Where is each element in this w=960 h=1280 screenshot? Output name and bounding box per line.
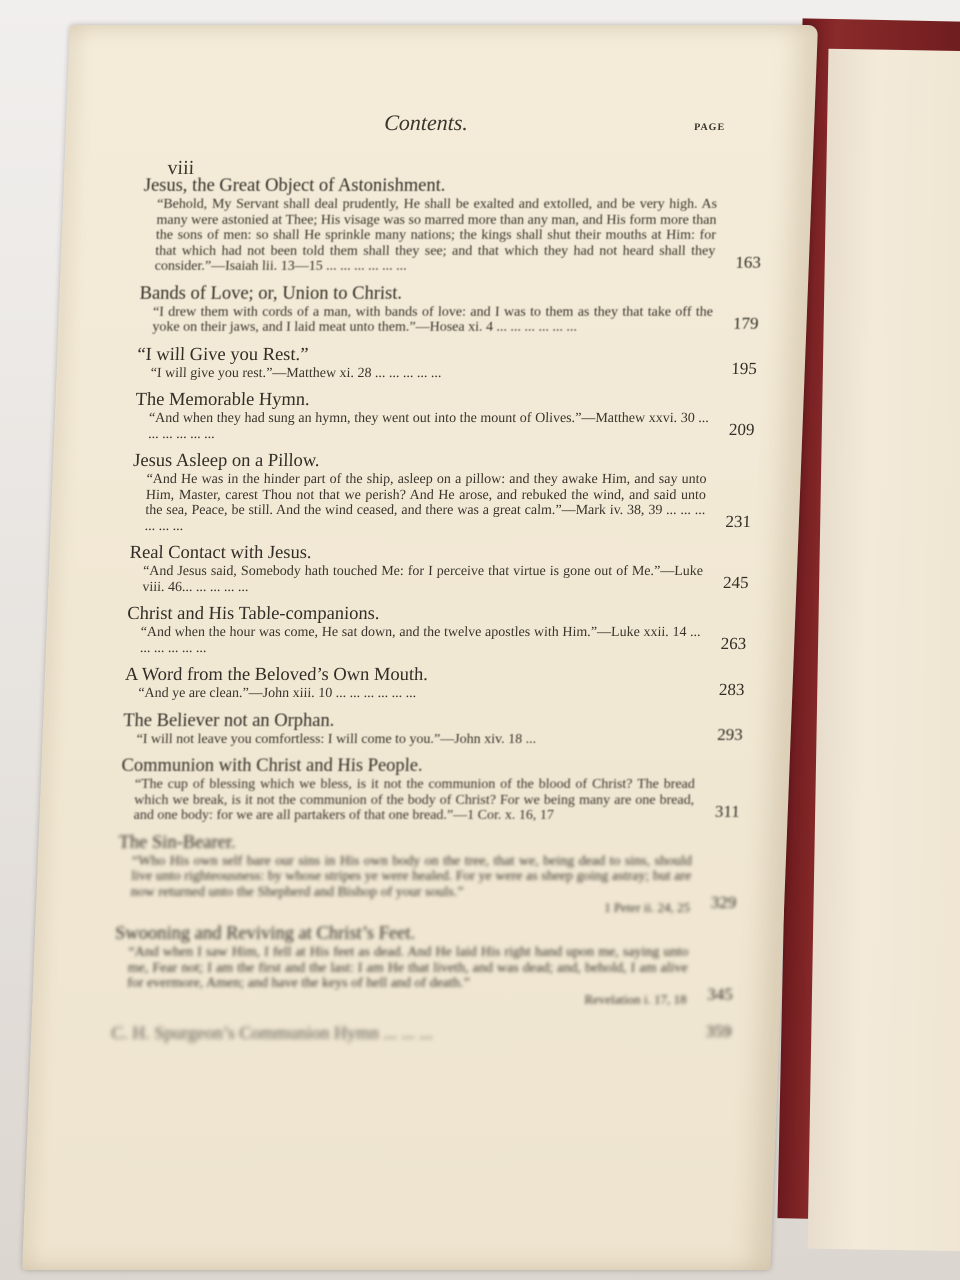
entry-page-number: 263 [720,634,747,653]
page-number: viii [167,157,195,179]
entry-title: Christ and His Table-companions. [126,604,380,624]
contents-entry [140,175,764,275]
entry-title: Swooning and Reviving at Christ’s Feet. [114,924,416,944]
entry-page-number: 311 [714,801,741,821]
entry-quote: “I drew them with cords of a man, with bands of love: and I was to them as they that take off the yoke on their jaws, and I laid meat unto them.”—Hosea xi. 4 ... ... ... ... ... ... [152,304,714,335]
entry-title: C. H. Spurgeon’s Communion Hymn ... ... ... [110,1022,434,1043]
entry-quote: “And Jesus said, Somebody hath touched Me: for I perceive that virtue is gone out of Me.”—Luke viii. 46... ... ... ... ... [142,564,704,595]
entry-quote: “I will not leave you comfortless: I will come to you.”—John xiv. 18 ... [136,731,537,747]
entry-quote: “And ye are clean.”—John xiii. 10 ... ... ... ... ... ... [138,686,417,701]
contents-entry [138,283,760,336]
entry-page-number: 345 [706,984,734,1004]
contents-entry [130,450,753,534]
contents-entry [119,755,742,824]
contents-entry-final [111,1023,732,1044]
entry-quote: “Behold, My Servant shall deal prudently, He shall be exalted and extolled, and be very high. As many were astonied at Thee; His visage was so marred more than any man, and His form more than the sons of men: so shall He sprinkle many nations; the kings shall shut their mouths at Him: for that which had not been told them shall they see; and that which they had not heard shall they consider.”—Isaiah lii. 13—15 ... ... ... ... ... ... [154,197,718,274]
entry-title: A Word from the Beloved’s Own Mouth. [124,665,429,685]
page-column-label: PAGE [693,122,726,133]
entry-reference: Revelation i. 17, 18 [584,991,687,1007]
entry-quote: “Who His own self bare our sins in His own body on the tree, that we, being dead to sins, should live unto righteousness: by whose stripes ye were healed. For ye were as sheep going astray; but are now returned unto the Shepherd and Bishop of your souls.” [130,853,693,900]
entry-page-number: 179 [732,313,759,333]
running-title: Contents. [383,110,469,135]
entry-title: “I will Give you Rest.” [136,344,309,365]
entry-page-number: 329 [710,893,737,912]
entry-title: The Memorable Hymn. [135,390,311,410]
entry-page-number: 163 [735,252,762,272]
entry-page-number: 231 [725,512,752,531]
entry-quote: “The cup of blessing which we bless, is it not the communion of the blood of Christ? The bread which we break, is it not the communion of the body of Christ? For we being many are one bread, and one body: for we are all partakers of that one bread.”—1 Cor. x. 16, 17 [133,777,696,823]
entry-page-number: 293 [716,725,744,744]
entry-page-number: 209 [728,420,755,439]
page-content [22,25,818,1270]
entry-quote: “And He was in the hinder part of the ship, asleep on a pillow: and they awake Him, and say unto Him, Master, carest Thou not that we perish? And He arose, and rebuked the wind, and said unto the sea, Peace, be still. And the wind ceased, and there was a great calm.”—Mark iv. 38, 39 ... ... ... ... ... ... [144,472,707,534]
entry-page-number: 359 [705,1021,732,1041]
contents-entry [134,389,756,442]
contents-entry [124,664,745,702]
entry-page-number: 245 [722,573,749,592]
entry-quote: “And when I saw Him, I fell at His feet as dead. And He laid His right hand upon me, saying unto me, Fear not; I am the first and the last: I am He that liveth, and was dead; and, behold, I am alive for evermore, Amen; and have the keys of hell and of death.” [126,945,689,991]
facing-page-edge [808,49,960,1252]
entry-page-number: 195 [730,359,758,378]
entry-title: The Sin-Bearer. [118,832,237,853]
contents-entry [122,710,743,748]
entry-title: Jesus, the Great Object of Astonishment. [143,176,446,196]
contents-entry [136,344,757,382]
entry-quote: “And when they had sung an hymn, they went out into the mount of Olives.”—Matthew xxvi. 30 ... ... ... ... ... ... [147,411,710,442]
entry-title: Jesus Asleep on a Pillow. [132,451,321,471]
entry-reference: 1 Peter ii. 24, 25 [603,900,691,915]
entry-title: Communion with Christ and His People. [121,756,424,776]
contents-entry [112,923,735,1007]
entry-page-number: 283 [718,679,745,699]
entry-title: The Believer not an Orphan. [122,710,335,731]
contents-entry [128,542,750,595]
contents-entry [116,832,739,916]
entry-title: Real Contact with Jesus. [129,543,313,563]
contents-list [111,175,765,1052]
contents-entry [126,603,748,656]
entry-quote: “I will give you rest.”—Matthew xi. 28 ... ... ... ... ... [150,365,442,381]
page-header [65,110,815,150]
entry-title: Bands of Love; or, Union to Christ. [139,283,403,304]
book-page [22,25,818,1270]
entry-quote: “And when the hour was come, He sat down, and the twelve apostles with Him.”—Luke xxii. 14 ... ... ... ... ... ... [139,625,701,656]
